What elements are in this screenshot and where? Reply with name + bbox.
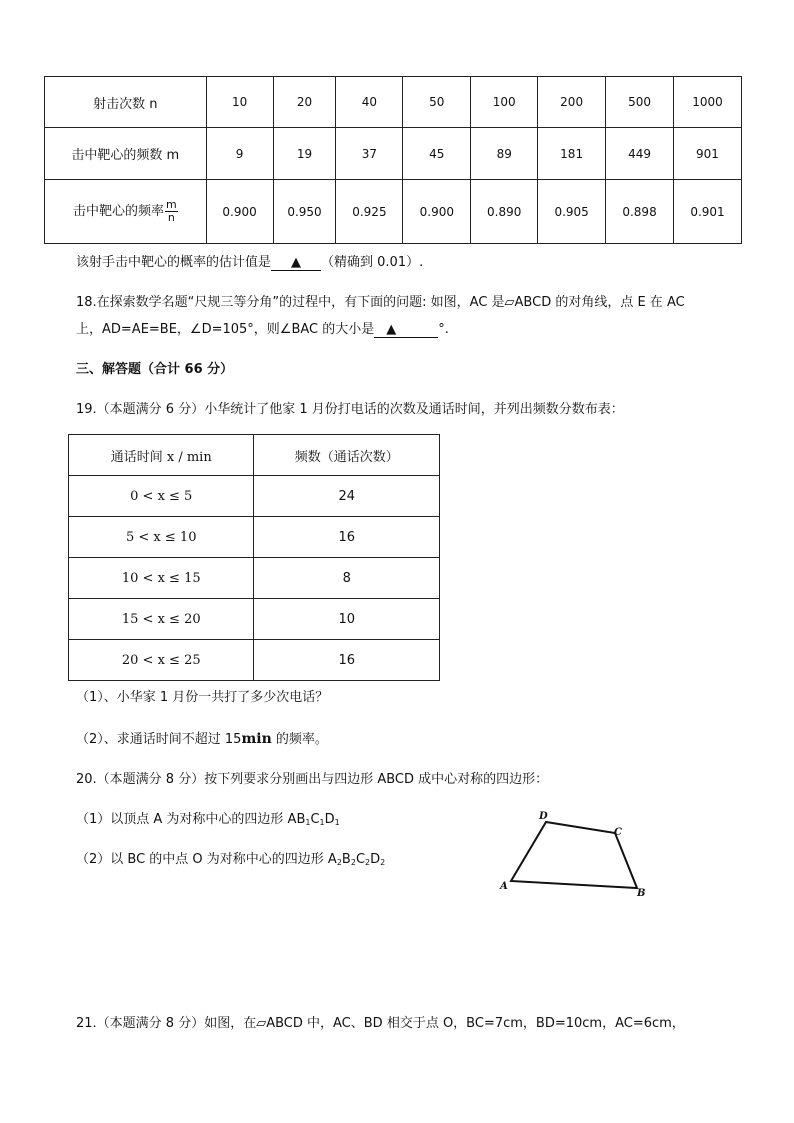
table-row bbox=[45, 128, 742, 180]
q21-text: 21.（本题满分 8 分）如图，在▱ABCD 中，AC、BD 相交于点 O，BC=7cm，BD=10cm，AC=6cm， bbox=[76, 1016, 685, 1031]
fraction-denominator: n bbox=[167, 211, 175, 224]
q20-sub2 bbox=[76, 848, 385, 867]
count-cell: 16 bbox=[254, 640, 440, 681]
q20-sub1-text: （1）以顶点 A 为对称中心的四边形 AB bbox=[76, 812, 306, 827]
q17-text: 该射手击中靶心的概率的估计值是 bbox=[76, 255, 272, 270]
triangle-marker-icon: ▲ bbox=[386, 322, 397, 337]
table-row bbox=[45, 180, 742, 244]
table-cell: 37 bbox=[336, 128, 403, 180]
subscript: 2 bbox=[350, 858, 356, 867]
table-cell: 89 bbox=[471, 128, 538, 180]
row-header-label: 击中靶心的频率 bbox=[72, 204, 164, 219]
column-header-frequency: 频数（通话次数） bbox=[254, 435, 440, 476]
vertex-letter: C bbox=[310, 812, 320, 827]
table-cell: 50 bbox=[403, 77, 471, 128]
table-cell: 20 bbox=[273, 77, 336, 128]
subscript: 2 bbox=[336, 858, 342, 867]
vertex-label-b: B bbox=[637, 888, 646, 899]
unit-min: min bbox=[241, 731, 272, 747]
q19-intro: 19.（本题满分 6 分）小华统计了他家 1 月份打电话的次数及通话时间，并列出频数分数布表： bbox=[76, 402, 624, 417]
q18-text: 上，AD=AE=BE，∠D=105°，则∠BAC 的大小是 bbox=[76, 322, 375, 337]
count-cell: 8 bbox=[254, 558, 440, 599]
table-row bbox=[69, 640, 440, 681]
table-row bbox=[69, 476, 440, 517]
range-cell: 0 < x ≤ 5 bbox=[69, 476, 254, 517]
table-cell: 901 bbox=[673, 128, 741, 180]
q17-answer-line bbox=[76, 251, 423, 271]
vertex-label-c: C bbox=[614, 827, 622, 838]
table-cell: 0.890 bbox=[471, 180, 538, 244]
table-cell: 0.905 bbox=[538, 180, 606, 244]
range-cell: 10 < x ≤ 15 bbox=[69, 558, 254, 599]
table-cell: 181 bbox=[538, 128, 606, 180]
answer-blank bbox=[271, 255, 321, 271]
vertex-letter: D bbox=[370, 852, 381, 867]
table-cell: 19 bbox=[273, 128, 336, 180]
table-cell: 1000 bbox=[673, 77, 741, 128]
range-cell: 20 < x ≤ 25 bbox=[69, 640, 254, 681]
row-header: 射击次数 n bbox=[45, 77, 207, 128]
fraction bbox=[165, 199, 178, 224]
table-cell: 0.898 bbox=[606, 180, 674, 244]
table-cell: 0.901 bbox=[673, 180, 741, 244]
table-row bbox=[69, 599, 440, 640]
vertex-label-d: D bbox=[539, 811, 548, 822]
subscript: 1 bbox=[305, 818, 311, 827]
table-cell: 0.950 bbox=[273, 180, 336, 244]
fraction-numerator: m bbox=[165, 198, 177, 211]
count-cell: 16 bbox=[254, 517, 440, 558]
q20-sub2-text: （2）以 BC 的中点 O 为对称中心的四边形 A bbox=[76, 852, 337, 867]
table-header-row bbox=[69, 435, 440, 476]
q18-line1: 18.在探索数学名题“尺规三等分角”的过程中，有下面的问题: 如图，AC 是▱ABCD 的对角线，点 E 在 AC bbox=[76, 295, 685, 310]
q18-line2 bbox=[76, 318, 449, 338]
table-cell: 100 bbox=[471, 77, 538, 128]
quadrilateral-figure bbox=[490, 805, 660, 905]
vertex-letter: C bbox=[355, 852, 366, 867]
count-cell: 10 bbox=[254, 599, 440, 640]
count-cell: 24 bbox=[254, 476, 440, 517]
table-row bbox=[69, 558, 440, 599]
vertex-letter: B bbox=[341, 852, 351, 867]
q19-sub1: （1）、小华家 1 月份一共打了多少次电话？ bbox=[76, 690, 329, 705]
triangle-marker-icon: ▲ bbox=[291, 255, 302, 270]
table-cell: 9 bbox=[206, 128, 273, 180]
table-cell: 200 bbox=[538, 77, 606, 128]
table-row bbox=[69, 517, 440, 558]
range-cell: 15 < x ≤ 20 bbox=[69, 599, 254, 640]
table-cell: 0.900 bbox=[403, 180, 471, 244]
q20-sub1 bbox=[76, 808, 340, 827]
table-cell: 10 bbox=[206, 77, 273, 128]
call-frequency-table bbox=[68, 434, 440, 681]
table-cell: 449 bbox=[606, 128, 674, 180]
shooting-table bbox=[44, 76, 742, 244]
table-cell: 45 bbox=[403, 128, 471, 180]
answer-blank bbox=[374, 322, 438, 338]
q18-unit: °. bbox=[438, 322, 449, 337]
table-cell: 500 bbox=[606, 77, 674, 128]
q17-note: （精确到 0.01）. bbox=[321, 255, 424, 270]
row-header: 击中靶心的频数 m bbox=[45, 128, 207, 180]
q20-intro: 20.（本题满分 8 分）按下列要求分别画出与四边形 ABCD 成中心对称的四边形： bbox=[76, 772, 549, 787]
range-cell: 5 < x ≤ 10 bbox=[69, 517, 254, 558]
table-row bbox=[45, 77, 742, 128]
subscript: 2 bbox=[365, 858, 371, 867]
table-cell: 0.900 bbox=[206, 180, 273, 244]
subscript: 2 bbox=[380, 858, 386, 867]
subscript: 1 bbox=[319, 818, 325, 827]
q19-sub2 bbox=[76, 728, 328, 747]
subscript: 1 bbox=[334, 818, 340, 827]
q19-sub2-text: （2）、求通话时间不超过 15 bbox=[76, 732, 242, 747]
q19-sub2-tail: 的频率。 bbox=[271, 732, 328, 747]
vertex-label-a: A bbox=[500, 881, 508, 892]
vertex-letter: D bbox=[324, 812, 335, 827]
table-cell: 0.925 bbox=[336, 180, 403, 244]
section-title: 三、解答题（合计 66 分） bbox=[76, 362, 234, 377]
column-header-time: 通话时间 x / min bbox=[69, 435, 254, 476]
table-cell: 40 bbox=[336, 77, 403, 128]
row-header bbox=[45, 180, 207, 244]
